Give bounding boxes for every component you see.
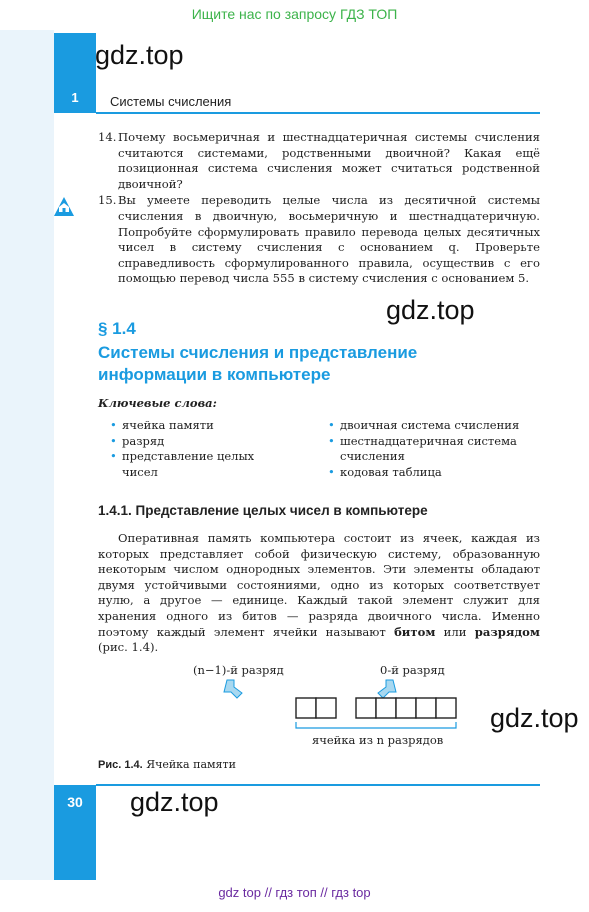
- question-text: Почему восьмеричная и шестнадцатеричная системы счисления считаются системами, родственными двоичной? Какая ещё позиционная система счисления может считаться родственной двоичной?: [118, 130, 540, 191]
- bottom-banner: gdz top // гдз топ // гдз top: [218, 885, 371, 900]
- header-divider: [96, 112, 540, 114]
- keyword-item: • кодовая таблица: [326, 465, 541, 481]
- question-text: Вы умеете переводить целые числа из десятичной системы счисления в двоичную, восьмеричную и шестнадцатеричную. Попробуйте сформулировать правило перевода целых десятичных чисел в систему счисления с основанием q. Проверьте справедливость сформулированного правила, осуществив с его помощью перевод числа 555 в систему счисления с основанием 5.: [118, 193, 540, 286]
- section-title: Системы счисления и представление информации в компьютере: [98, 343, 418, 384]
- watermark: gdz.top: [490, 703, 579, 733]
- subsection-title: 1.4.1. Представление целых чисел в компьютере: [98, 503, 428, 518]
- figure-left-label: (n−1)-й разряд: [193, 663, 284, 677]
- figure-caption-text: Ячейка памяти: [146, 758, 236, 771]
- figure-bottom-label: ячейка из n разрядов: [312, 733, 444, 747]
- body-paragraph: [98, 531, 540, 656]
- question-number: 15.: [98, 193, 117, 208]
- question-item: [98, 193, 540, 287]
- figure-right-label: 0-й разряд: [380, 663, 445, 677]
- keyword-item: • шестнадцатеричная система счисления: [326, 434, 541, 465]
- term-digit: разрядом: [474, 624, 540, 639]
- footer-divider: [96, 784, 540, 786]
- keywords-left-list: [108, 418, 278, 480]
- chapter-number: 1: [71, 90, 79, 105]
- home-task-icon: [53, 196, 75, 218]
- keywords-label: Ключевые слова:: [98, 396, 217, 410]
- paragraph-text: Оперативная память компьютера состоит из ячеек, каждая из которых представляет собой физическую систему, образованную некоторым числом однородных элементов. Эти элементы обладают двумя устойчивыми состояниями, одно из которых соответствует нулю, а другое — единице. Каждый такой элемент служит для хранения одного из битов — разряда двоичного числа. Именно поэтому каждый элемент ячейки называют: [98, 531, 540, 639]
- keyword-item: • представление целых чисел: [108, 449, 278, 480]
- top-banner: Ищите нас по запросу ГДЗ ТОП: [191, 6, 398, 22]
- paragraph-text: (рис. 1.4).: [98, 640, 159, 655]
- paragraph-text: или: [435, 624, 475, 639]
- question-list: [98, 130, 540, 288]
- chapter-title: Системы счисления: [110, 94, 232, 109]
- keyword-item: • ячейка памяти: [108, 418, 278, 434]
- keywords-right-list: [326, 418, 541, 480]
- page-number: 30: [67, 794, 83, 810]
- question-number: 14.: [98, 130, 117, 144]
- figure-caption-number: Рис. 1.4.: [98, 759, 143, 771]
- keyword-item: • двоичная система счисления: [326, 418, 541, 434]
- term-bit: битом: [394, 624, 436, 639]
- left-margin-band: [0, 30, 54, 880]
- watermark: gdz.top: [386, 295, 475, 325]
- question-item: [98, 130, 540, 192]
- figure-caption: [98, 758, 236, 771]
- section-number: § 1.4: [98, 319, 136, 338]
- watermark: gdz.top: [130, 787, 219, 817]
- keyword-item: • разряд: [108, 434, 278, 450]
- watermark: gdz.top: [95, 40, 184, 70]
